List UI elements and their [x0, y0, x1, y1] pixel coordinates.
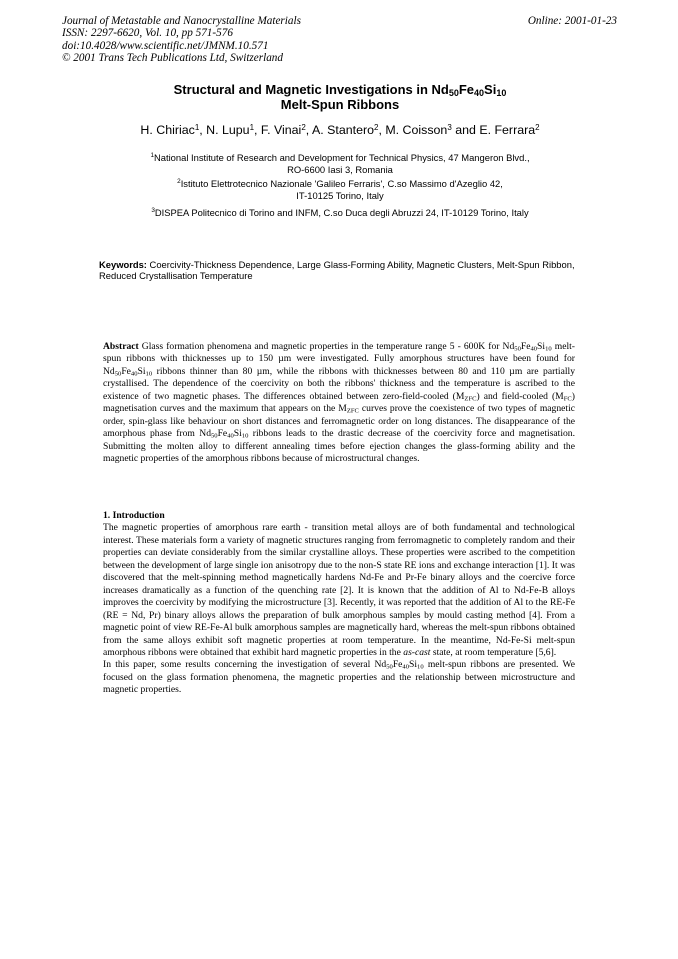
formula: $Nd_{50}Fe_{40}Si_{10}$	[502, 341, 552, 353]
copyright: © 2001 Trans Tech Publications Ltd, Switzerland	[62, 51, 283, 64]
paragraph: In this paper, some results concerning the investigation of several $Nd_{50}Fe_{40}Si_{10}$ melt-spun ribbons are presented. We focused on the glass formation phenomena, the magnetic properties and the relationship between microstructure and magnetic properties.	[103, 659, 575, 696]
affiliation-1: $^1$National Institute of Research and Development for Technical Physics, 47 Mangeron Blvd., RO-6600 Iasi 3, Romania	[150, 152, 530, 175]
paragraph: The magnetic properties of amorphous rare earth - transition metal alloys are of both fundamental and technological interest. These materials form a variety of magnetic structures ranging from ferromagnetic to completely random and their properties can deviate considerably from the similar crystalline alloys. These properties were ascribed to the competition between the development of large single ion anisotropy due to the non-S state RE ions and exchange interaction [1]. It was discovered that the melt-spinning method magnetically hardens Nd-Fe and Pr-Fe binary alloys and the coercive force increases dramatically as a function of the quenching rate [2]. It is known that the addition of Al to Nd-Fe-B alloys improves the coercivity by modifying the microstructure [3]. Recently, it was reported that the addition of Al to the RE-Fe (RE = Nd, Pr) binary alloys allows the preparation of bulk amorphous samples by mould casting method [4]. From a magnetic point of view RE-Fe-Al bulk amorphous samples are magnetically hard, whereas the melt-spun ribbons obtained from the same alloys exhibit soft magnetic properties at room temperature. In the meantime, Nd-Fe-Si melt-spun amorphous ribbons were obtained that exhibit hard magnetic properties in the as-cast state, at room temperature [5,6].	[103, 522, 575, 658]
author: M. Coisson	[385, 123, 448, 137]
doi: doi:10.4028/www.scientific.net/JMNM.10.571	[62, 39, 269, 52]
journal-name: Journal of Metastable and Nanocrystalline Materials	[62, 15, 301, 27]
abstract-label: Abstract	[103, 341, 139, 352]
affiliation-2: $^2$Istituto Elettrotecnico Nazionale 'Galileo Ferraris', C.so Massimo d'Azeglio 42, IT-10125 Torino, Italy	[177, 178, 503, 201]
issn: ISSN: 2297-6620, Vol. 10, pp 571-576	[62, 27, 233, 40]
author: A. Stantero	[311, 123, 374, 137]
formula: $Nd_{50}Fe_{40}Si_{10}$	[103, 365, 153, 378]
keywords-label: Keywords:	[99, 259, 147, 270]
author-list: H. Chiriac$^1$, N. Lupu$^1$, F. Vinai$^2$, A. Stantero$^2$, M. Coisson$^3$ and E. Ferrara$^2$	[140, 123, 540, 137]
keywords	[99, 259, 599, 281]
keywords-text: Coercivity-Thickness Dependence, Large Glass-Forming Ability, Magnetic Clusters, Melt-Spun Ribbon, Reduced Crystallisation Temperature	[99, 259, 575, 282]
title-line-1: Structural and Magnetic Investigations in $Nd_{50}Fe_{40}Si_{10}$	[173, 82, 507, 98]
online-date: Online: 2001-01-23	[527, 15, 617, 27]
affiliation-3: $^3$DISPEA Politecnico di Torino and INFM, C.so Duca degli Abruzzi 24, IT-10129 Torino, Italy	[151, 207, 529, 218]
author: H. Chiriac	[140, 123, 195, 137]
introduction-section	[103, 510, 575, 697]
paper-title	[80, 82, 600, 112]
section-heading: 1. Introduction	[103, 510, 165, 521]
journal-header	[62, 15, 617, 64]
formula: $Nd_{50}Fe_{40}Si_{10}$	[199, 428, 249, 440]
author: N. Lupu	[206, 123, 250, 137]
author: F. Vinai	[260, 123, 302, 137]
title-line-2: Melt-Spun Ribbons	[280, 97, 400, 112]
formula: $Nd_{50}Fe_{40}Si_{10}$	[374, 659, 424, 671]
abstract: Abstract Glass formation phenomena and magnetic properties in the temperature range 5 - 600K for $Nd_{50}Fe_{40}Si_{10}$ melt-spun ribbons with thicknesses up to 150 µm were investigated. Fully amorphous structures have been found for $Nd_{50}Fe_{40}Si_{10}$ ribbons thinner than 80 µm, while the ribbons with thicknesses between 80 and 110 µm are partially crystallised. The dependence of the coercivity on both the ribbons' thickness and the temperature is ascribed to the existence of two magnetic phases. The differences obtained between zero-field-cooled $(M_{ZFC})$ and field-cooled $(M_{FC})$ magnetisation curves and the maximum that appears on the $M_{ZFC}$ curves prove the coexistence of two types of magnetic order, spin-glass like behaviour on short distances and ferromagnetic order on long distances. The disappearance of the amorphous phase from $Nd_{50}Fe_{40}Si_{10}$ ribbons leads to the drastic decrease of the coercivity force and magnetisation. Submitting the molten alloy to different annealing times before ejection changes the glass-forming ability and the magnetic properties of the amorphous ribbons because of microstructural changes.	[103, 341, 576, 465]
author: E. Ferrara	[479, 123, 536, 137]
